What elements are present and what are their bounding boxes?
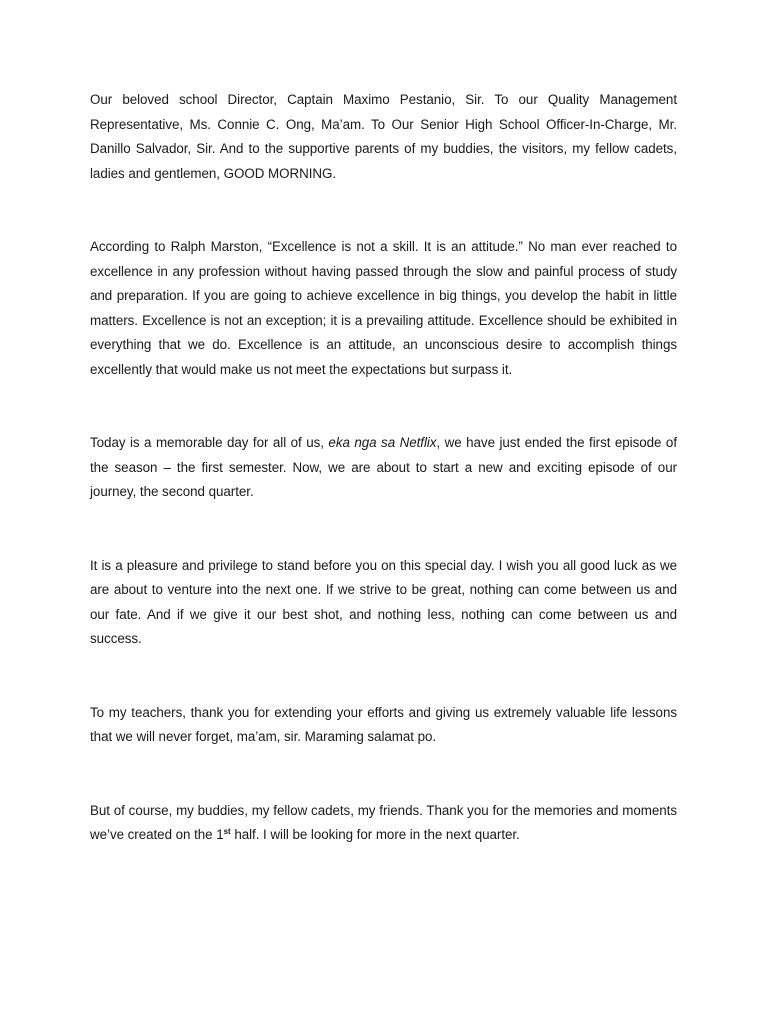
paragraph-excellence: According to Ralph Marston, “Excellence is not a skill. It is an attitude.” No man ever reached to excellence in any profession without having passed through the slow and painful process of study and preparation. If you are going to achieve excellence in big things, you develop the habit in little matters. Excellence is not an exception; it is a prevailing attitude. Excellence should be exhibited in everything that we do. Excellence is an attitude, an unconscious desire to accomplish things excellently that would make us not meet the expectations but surpass it. bbox=[90, 239, 677, 377]
paragraph-memorable-day-text-before: Today is a memorable day for all of us, bbox=[90, 435, 329, 450]
paragraph-memorable-day-italic: eka nga sa Netflix bbox=[328, 435, 437, 450]
paragraph-greeting: Our beloved school Director, Captain Maximo Pestanio, Sir. To our Quality Management Representative, Ms. Connie C. Ong, Ma’am. To Our Senior High School Officer-In-Charge, Mr. Danillo Salvador, Sir. And to the supportive parents of my buddies, the visitors, my fellow cadets, ladies and gentlemen, GOOD MORNING. bbox=[90, 92, 677, 181]
paragraph-memorable-day-text-after: , we have just ended the first episode of the season – the first semester. Now, we are about to start a new and exciting episode of our journey, the second quarter. bbox=[90, 435, 677, 499]
document-page bbox=[90, 88, 677, 848]
paragraph-buddies bbox=[90, 799, 677, 848]
paragraph-buddies-text-before: But of course, my buddies, my fellow cadets, my friends. Thank you for the memories and moments we’ve created on the 1 bbox=[90, 802, 677, 842]
ordinal-superscript: st bbox=[223, 827, 231, 836]
paragraph-buddies-text-after: half. I will be looking for more in the next quarter. bbox=[230, 827, 520, 842]
paragraph-pleasure: It is a pleasure and privilege to stand before you on this special day. I wish you all good luck as we are about to venture into the next one. If we strive to be great, nothing can come between us and our fate. And if we give it our best shot, and nothing less, nothing can come between us and success. bbox=[90, 557, 677, 646]
paragraph-teachers: To my teachers, thank you for extending your efforts and giving us extremely valuable life lessons that we will never forget, ma’am, sir. Maraming salamat po. bbox=[90, 704, 677, 744]
paragraph-memorable-day bbox=[90, 431, 677, 505]
